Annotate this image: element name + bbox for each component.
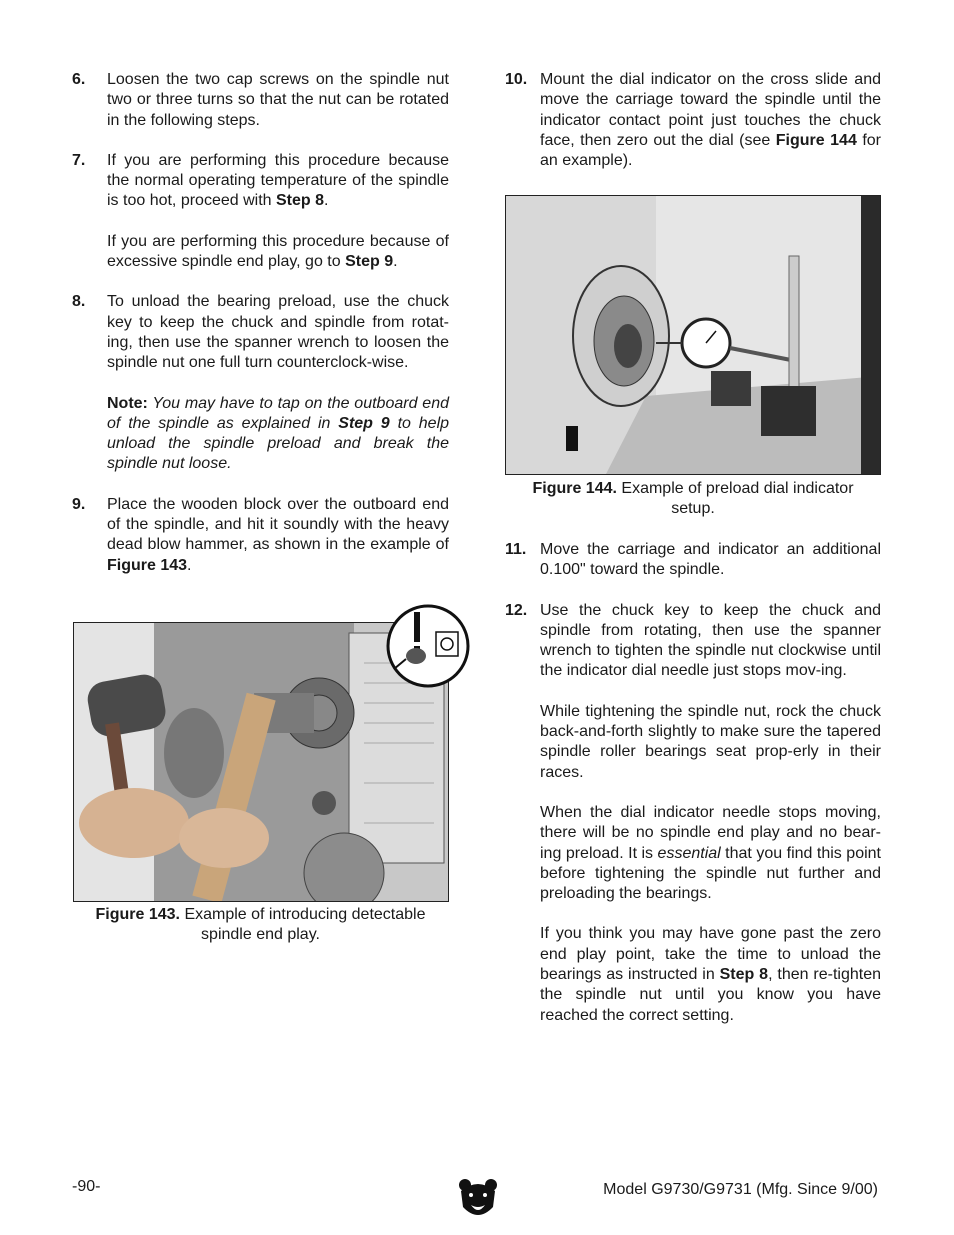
right-column: [505, 70, 881, 171]
step-6: [72, 70, 449, 131]
step-number: 7.: [72, 151, 86, 169]
left-column: [72, 70, 449, 576]
step-number: 6.: [72, 71, 86, 88]
step-number: 8.: [72, 293, 86, 311]
unplug-warning-icon: [386, 604, 470, 688]
step-text: Place the wooden block over the outboard end of the spindle, and hit it soundly with the heavy dead blow hammer, as shown in the example of Figure 143.: [107, 495, 449, 574]
step-text: Loosen the two cap screws on the spindle nut two or three turns so that the nut can be rotated in the following steps.: [107, 71, 449, 129]
step-number: 11.: [505, 541, 527, 558]
figure-143-caption: Figure 143. Example of introducing detectable spindle end play.: [95, 906, 426, 944]
step-text: If you think you may have gone past the zero end play point, take the time to unload the bearings as instructed in Step 8, then re-tighten the spindle nut until you know you have reached the correct setting.: [540, 925, 881, 1024]
step-number: 10.: [505, 71, 528, 88]
step-text: If you are performing this procedure because of excessive spindle end play, go to Step 9.: [107, 232, 449, 271]
step-text: Move the carriage and indicator an additional 0.100" toward the spindle.: [540, 541, 881, 579]
figure-144-caption: Figure 144. Example of preload dial indicator setup.: [532, 480, 854, 518]
step-11: [505, 540, 881, 581]
page-number: -90-: [72, 1178, 101, 1195]
step-number: 12.: [505, 601, 528, 619]
dial-indicator-illustration: [506, 196, 880, 474]
note-text: Note: You may have to tap on the outboard end of the spindle as explained in Step 9 to help unload the spindle preload and break the spindle nut loose.: [107, 394, 450, 473]
step-9: [72, 495, 449, 576]
step-number: 9.: [72, 495, 86, 513]
model-info: Model G9730/G9731 (Mfg. Since 9/00): [603, 1181, 878, 1198]
step-7: [72, 151, 449, 272]
step-10: [505, 70, 881, 171]
grizzly-bear-logo: [457, 1177, 499, 1221]
step-text: While tightening the spindle nut, rock the chuck back-and-forth slightly to make sure the tapered spindle roller bearings seat prop-erly in their races.: [540, 702, 881, 781]
step-text: When the dial indicator needle stops moving, there will be no spindle end play and no bear-ing preload. It is essential that you find this point before tightening the spindle nut further and preloading the bearings.: [540, 803, 881, 903]
right-column-lower: [505, 540, 881, 1026]
step-12: [505, 601, 881, 1026]
step-text: To unload the bearing preload, use the chuck key to keep the chuck and spindle from rotat-ing, then use the spanner wrench to loosen the spindle nut one full turn counterclock-wise.: [107, 293, 449, 372]
step-8: [72, 292, 449, 474]
step-text: Use the chuck key to keep the chuck and spindle from rotating, then use the spanner wrench to tighten the spindle nut clockwise until the indicator dial needle just stops mov-ing.: [540, 601, 881, 680]
figure-144-photo: [505, 195, 881, 475]
step-text: If you are performing this procedure because the normal operating temperature of the spindle is too hot, proceed with Step 8.: [107, 151, 449, 210]
step-text: Mount the dial indicator on the cross slide and move the carriage toward the spindle until the indicator contact point just touches the chuck face, then zero out the dial (see Figure 144 for an example).: [540, 71, 881, 170]
